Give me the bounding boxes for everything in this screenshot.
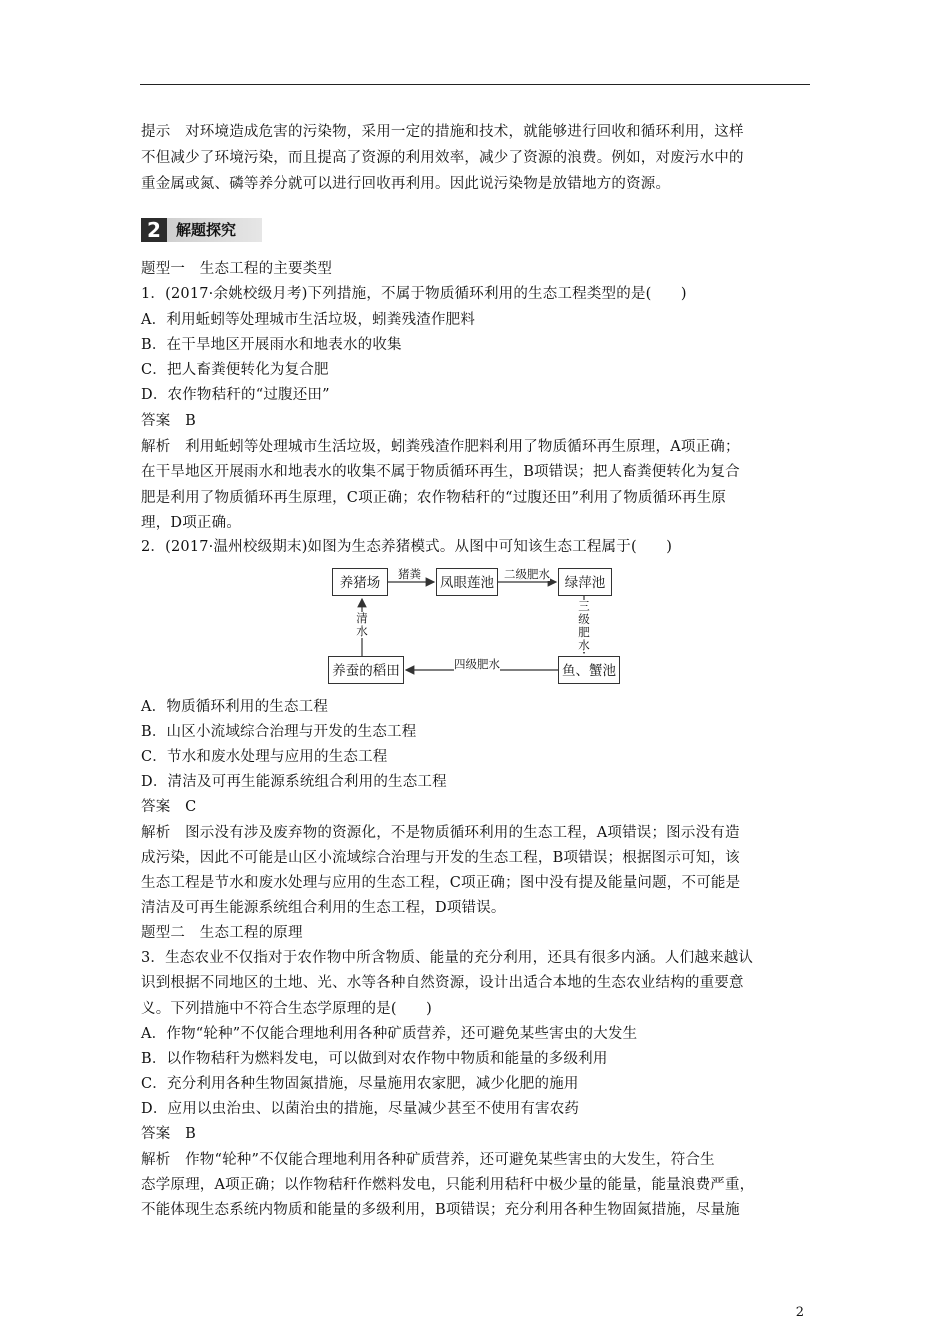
question-stem: 义。下列措施中不符合生态学原理的是( ) [141,1001,433,1017]
option-a: A．作物“轮种”不仅能合理地利用各种矿质营养，还可避免某些害虫的大发生 [141,1026,638,1042]
analysis-line: 态学原理，A项正确；以作物秸秆作燃料发电，只能利用秸秆中极少量的能量，能量浪费严重， [141,1177,755,1193]
option-b: B．在干旱地区开展雨水和地表水的收集 [141,337,402,353]
option-d: D．应用以虫治虫、以菌治虫的措施，尽量减少甚至不使用有害农药 [141,1101,580,1117]
header-rule [140,84,810,85]
node-pig-farm: 养猪场 [332,568,388,596]
hint-line: 重金属或氮、磷等养分就可以进行回收再利用。因此说污染物是放错地方的资源。 [141,176,671,192]
option-b: B．以作物秸秆为燃料发电，可以做到对农作物中物质和能量的多级利用 [141,1051,608,1067]
analysis-line: 解析 作物“轮种”不仅能合理地利用各种矿质营养，还可避免某些害虫的大发生，符合生 [141,1152,715,1168]
type-heading: 题型一 生态工程的主要类型 [141,261,333,277]
edge-label-pig-manure: 猪粪 [398,567,421,581]
question-stem: 1．(2017·余姚校级月考)下列措施，不属于物质循环利用的生态工程类型的是( ) [141,286,687,302]
option-c: C．充分利用各种生物固氮措施，尽量施用农家肥，减少化肥的施用 [141,1076,579,1092]
hint-line: 提示 对环境造成危害的污染物，采用一定的措施和技术，就能够进行回收和循环利用，这样 [141,124,744,140]
analysis-line: 解析 图示没有涉及废弃物的资源化，不是物质循环利用的生态工程，A项错误；图示没有造 [141,825,740,841]
hint-line: 不但减少了环境污染，而且提高了资源的利用效率，减少了资源的浪费。例如，对废污水中的 [141,150,744,166]
edge-label-clean-water: 清 水 [356,611,368,638]
section-title: 解题探究 [176,221,237,239]
option-c: C．把人畜粪便转化为复合肥 [141,362,329,378]
question-stem: 识到根据不同地区的土地、光、水等各种自然资源，设计出适合本地的生态农业结构的重要意 [141,975,744,991]
answer: 答案 B [141,1126,196,1142]
analysis-line: 肥是利用了物质循环再生原理，C项正确；农作物秸秆的“过腹还田”利用了物质循环再生原 [141,490,727,506]
node-fish-crab-pond: 鱼、蟹池 [558,656,620,684]
edge-label-third-fertilizer-water: 三 级 肥 水 [578,599,590,652]
question-stem: 3．生态农业不仅指对于农作物中所含物质、能量的充分利用，还具有很多内涵。人们越来越认 [141,950,754,966]
option-a: A．利用蚯蚓等处理城市生活垃圾，蚓粪残渣作肥料 [141,312,476,328]
node-lotus-pond: 凤眼莲池 [436,568,498,596]
node-green-pond: 绿萍池 [558,568,612,596]
analysis-line: 解析 利用蚯蚓等处理城市生活垃圾，蚓粪残渣作肥料利用了物质循环再生原理，A项正确； [141,439,740,455]
eco-pig-farming-diagram [326,564,626,689]
analysis-line: 成污染，因此不可能是山区小流域综合治理与开发的生态工程，B项错误；根据图示可知，该 [141,850,740,866]
option-b: B．山区小流域综合治理与开发的生态工程 [141,724,417,740]
analysis-line: 不能体现生态系统内物质和能量的多级利用，B项错误；充分利用各种生物固氮措施，尽量施 [141,1202,740,1218]
section-number: 2 [141,218,167,242]
question-stem: 2．(2017·温州校级期末)如图为生态养猪模式。从图中可知该生态工程属于( ) [141,539,673,555]
option-c: C．节水和废水处理与应用的生态工程 [141,749,388,765]
analysis-line: 生态工程是节水和废水处理与应用的生态工程，C项正确；图中没有提及能量问题，不可能是 [141,875,741,891]
analysis-line: 理，D项正确。 [141,515,242,531]
type-heading: 题型二 生态工程的原理 [141,925,303,941]
edge-label-second-fertilizer-water: 二级肥水 [504,567,550,581]
page-number: 2 [795,1305,804,1320]
answer: 答案 C [141,799,197,815]
option-d: D．农作物秸秆的“过腹还田” [141,387,330,403]
edge-label-fourth-fertilizer-water: 四级肥水 [454,657,500,671]
answer: 答案 B [141,413,196,429]
option-d: D．清洁及可再生能源系统组合利用的生态工程 [141,774,447,790]
option-a: A．物质循环利用的生态工程 [141,699,329,715]
analysis-line: 在干旱地区开展雨水和地表水的收集不属于物质循环再生，B项错误；把人畜粪便转化为复合 [141,464,740,480]
node-rice-field: 养蚕的稻田 [328,656,404,684]
analysis-line: 清洁及可再生能源系统组合利用的生态工程，D项错误。 [141,900,506,916]
